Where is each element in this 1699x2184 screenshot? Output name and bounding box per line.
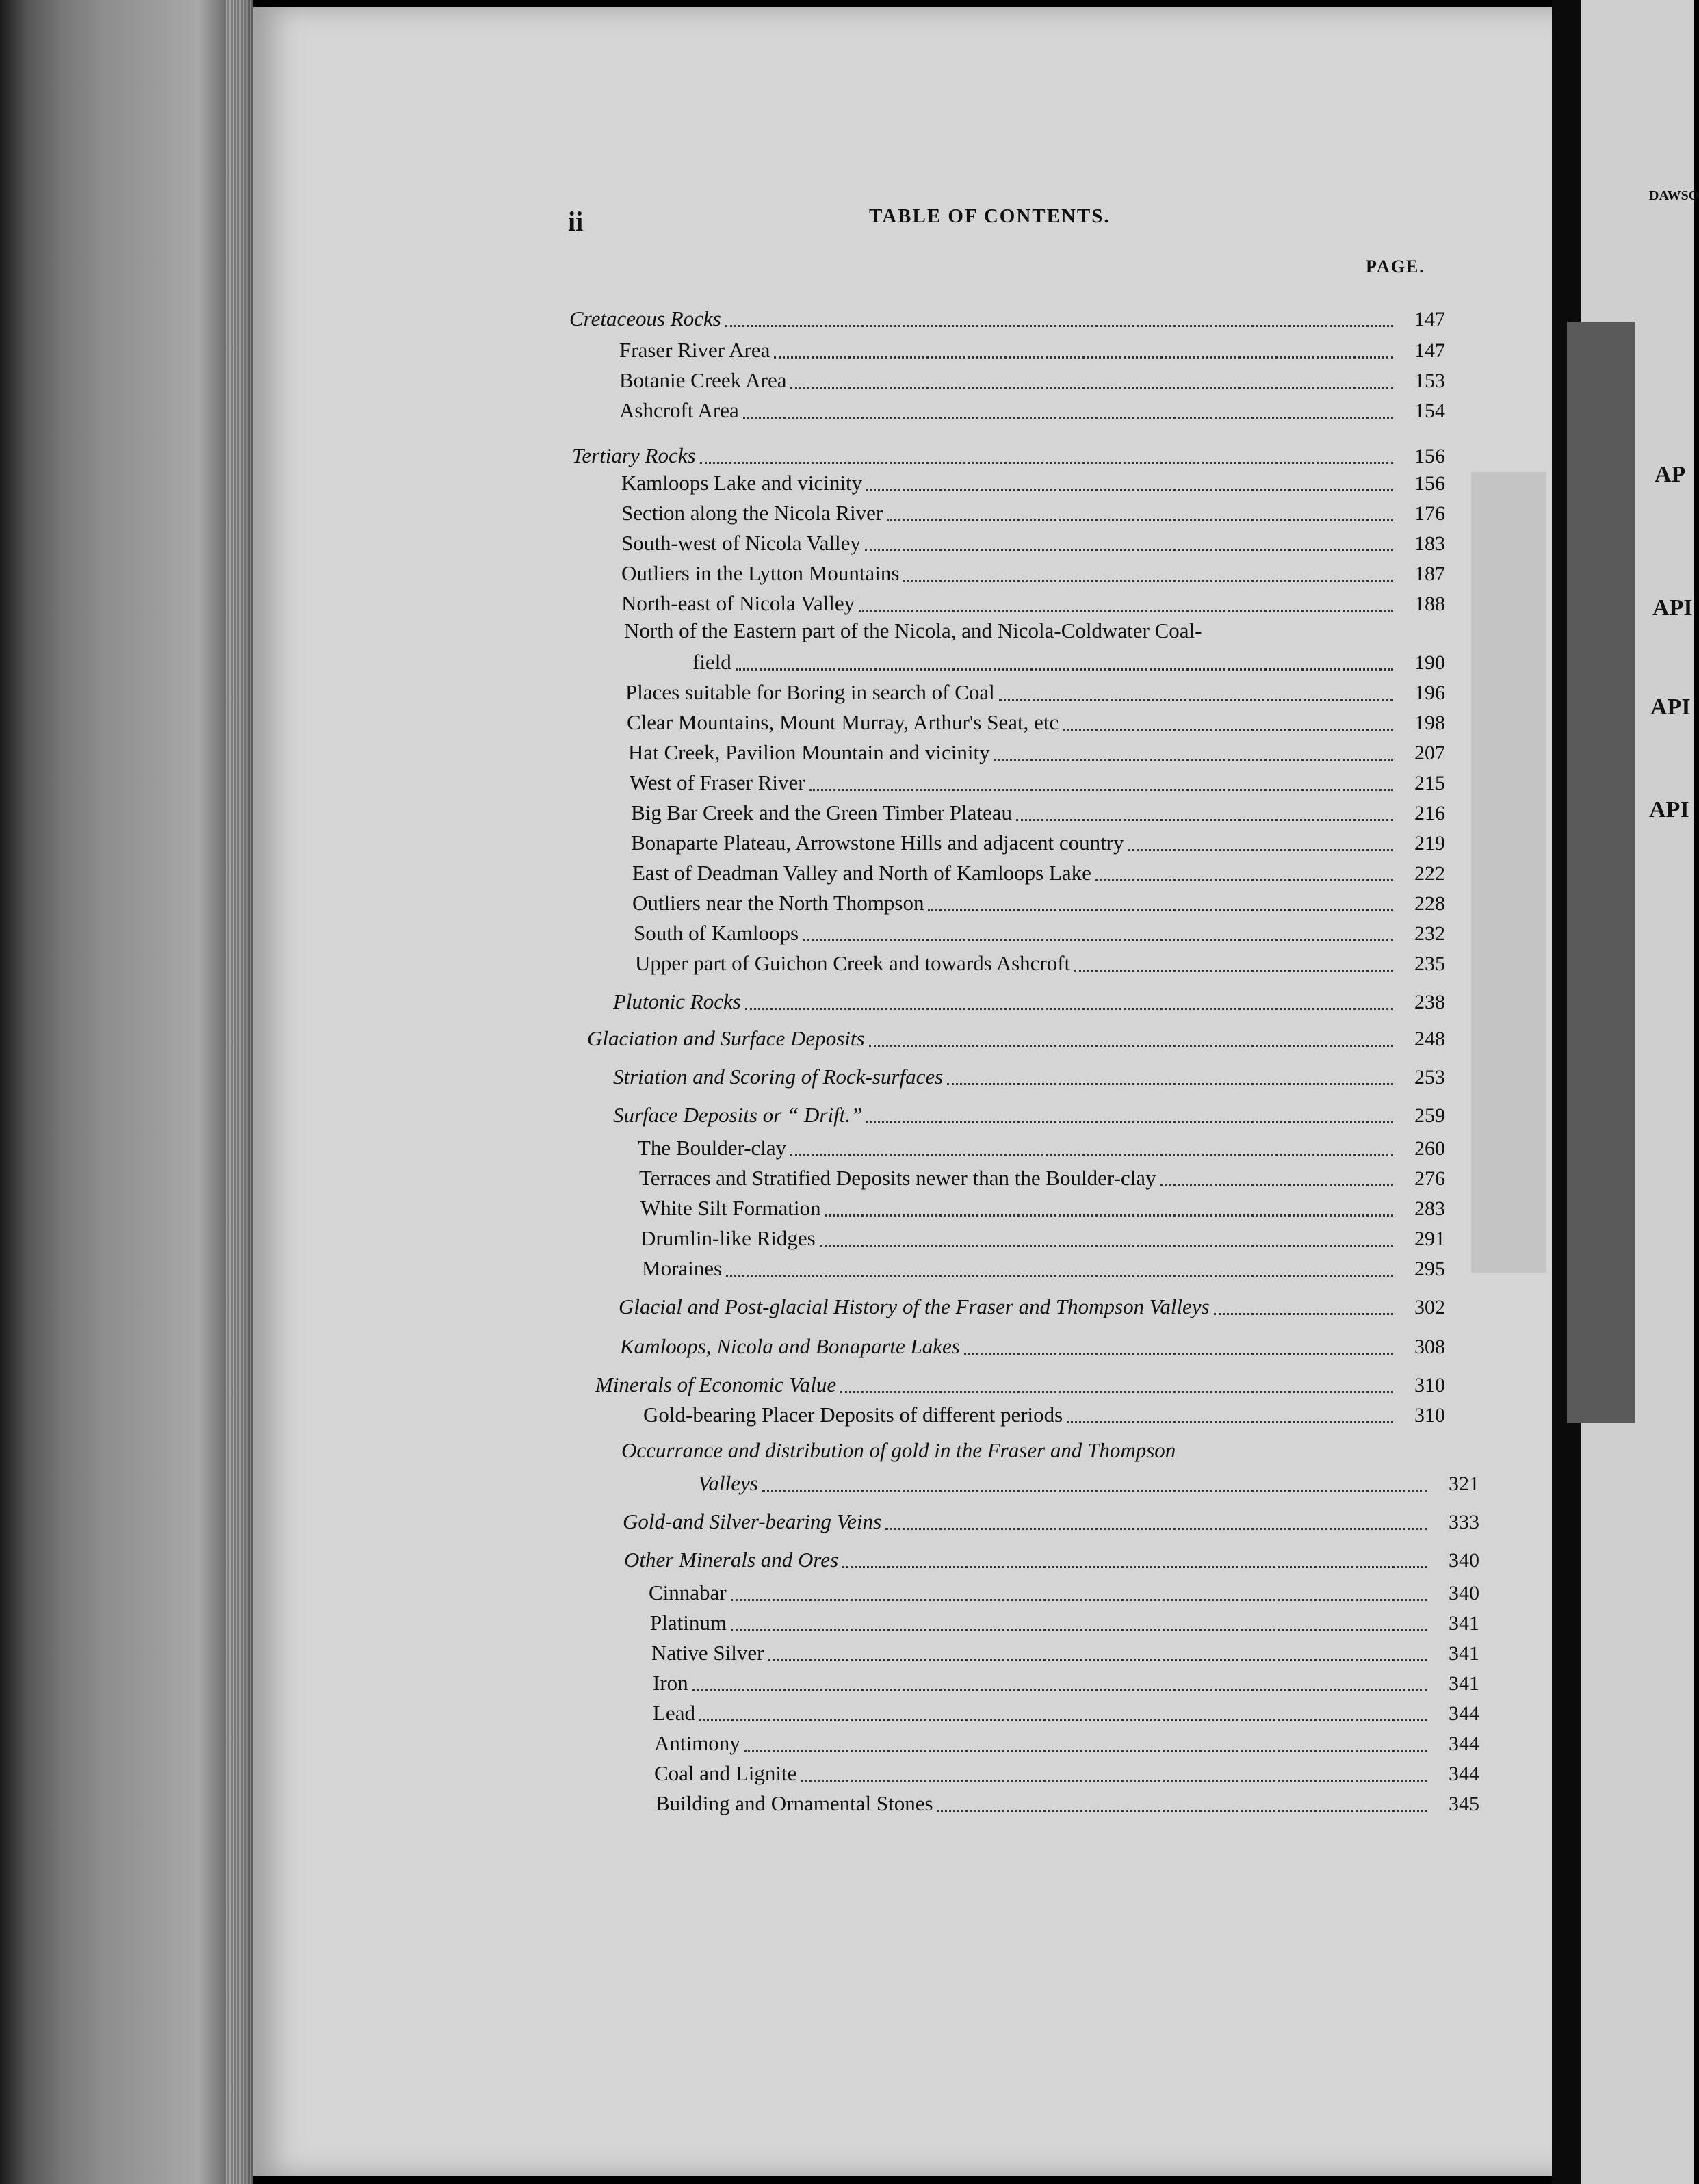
toc-entry: Clear Mountains, Mount Murray, Arthur's Seat, etc 198 (627, 710, 1445, 734)
toc-entry-title: Occurrance and distribution of gold in the Fraser and Thompson (621, 1438, 1176, 1462)
toc-entry: Tertiary Rocks 156 (572, 443, 1445, 467)
toc-entry: Iron 341 (653, 1671, 1479, 1695)
toc-entry: Gold-and Silver-bearing Veins 333 (623, 1509, 1479, 1533)
page-column-header: PAGE. (1366, 257, 1425, 276)
toc-entry: Other Minerals and Ores 340 (624, 1548, 1479, 1572)
toc-entry: Ashcroft Area 154 (619, 398, 1445, 422)
toc-entry: Native Silver 341 (651, 1641, 1479, 1665)
toc-entry: White Silt Formation 283 (640, 1196, 1445, 1220)
page-number: ii (568, 206, 584, 237)
toc-entry: Platinum 341 (650, 1611, 1479, 1635)
toc-entry: Antimony 344 (654, 1731, 1479, 1755)
toc-entry-title: North of the Eastern part of the Nicola, and Nicola-Coldwater Coal- (624, 619, 1202, 642)
toc-entry: Kamloops, Nicola and Bonaparte Lakes 308 (620, 1334, 1445, 1358)
toc-entry: Glaciation and Surface Deposits 248 (587, 1026, 1445, 1050)
facing-page-word: API (1649, 797, 1689, 822)
toc-entry: Coal and Lignite 344 (654, 1761, 1479, 1785)
toc-entry: North-east of Nicola Valley 188 (621, 591, 1445, 615)
toc-entry: Botanie Creek Area 153 (619, 368, 1445, 392)
toc-entry: East of Deadman Valley and North of Kamloops Lake 222 (632, 861, 1445, 885)
toc-entry: Upper part of Guichon Creek and towards Ashcroft 235 (635, 951, 1445, 975)
toc-entry: Outliers near the North Thompson 228 (632, 891, 1445, 915)
toc-entry: West of Fraser River 215 (630, 770, 1445, 794)
toc-entry: South-west of Nicola Valley 183 (621, 531, 1445, 555)
toc-entry: field 190 (692, 650, 1445, 674)
toc-entry: Outliers in the Lytton Mountains 187 (621, 561, 1445, 585)
toc-entry: Cinnabar 340 (649, 1581, 1479, 1604)
toc-entry: Moraines 295 (642, 1256, 1445, 1280)
facing-page-word: AP (1655, 462, 1686, 487)
toc-entry: Lead 344 (653, 1701, 1479, 1725)
toc-entry: Building and Ornamental Stones 345 (656, 1791, 1479, 1815)
toc-entry: Section along the Nicola River 176 (621, 501, 1445, 525)
facing-page-word: API (1652, 595, 1693, 621)
toc-entry: Cretaceous Rocks 147 (569, 307, 1445, 330)
toc-entry: Gold-bearing Placer Deposits of different periods 310 (643, 1403, 1445, 1427)
toc-entry: Bonaparte Plateau, Arrowstone Hills and adjacent country 219 (631, 831, 1445, 855)
toc-entry: Fraser River Area 147 (619, 338, 1445, 362)
facing-page-word: DAWSO (1649, 188, 1699, 203)
toc-entry: The Boulder-clay 260 (638, 1136, 1445, 1160)
running-head: TABLE OF CONTENTS. (869, 205, 1111, 227)
toc-entry: Plutonic Rocks 238 (613, 989, 1445, 1013)
toc-entry: Valleys 321 (698, 1471, 1479, 1495)
toc-entry: Drumlin-like Ridges 291 (640, 1226, 1445, 1250)
toc-entry: Striation and Scoring of Rock-surfaces 253 (613, 1065, 1445, 1089)
toc-entry: Surface Deposits or “ Drift.” 259 (613, 1103, 1445, 1127)
toc-entry: South of Kamloops 232 (634, 921, 1445, 945)
toc-entry: Terraces and Stratified Deposits newer than the Boulder-clay 276 (639, 1166, 1445, 1190)
toc-entry: Minerals of Economic Value 310 (595, 1373, 1445, 1396)
toc-entry: Kamloops Lake and vicinity 156 (621, 471, 1445, 495)
facing-page-word: API (1650, 694, 1691, 720)
toc-entry: Places suitable for Boring in search of Coal 196 (625, 680, 1445, 704)
toc-entry: Big Bar Creek and the Green Timber Plateau 216 (631, 801, 1445, 824)
toc-entry: Hat Creek, Pavilion Mountain and vicinity 207 (628, 740, 1445, 764)
toc-entry: Glacial and Post-glacial History of the Fraser and Thompson Valleys 302 (619, 1295, 1445, 1318)
